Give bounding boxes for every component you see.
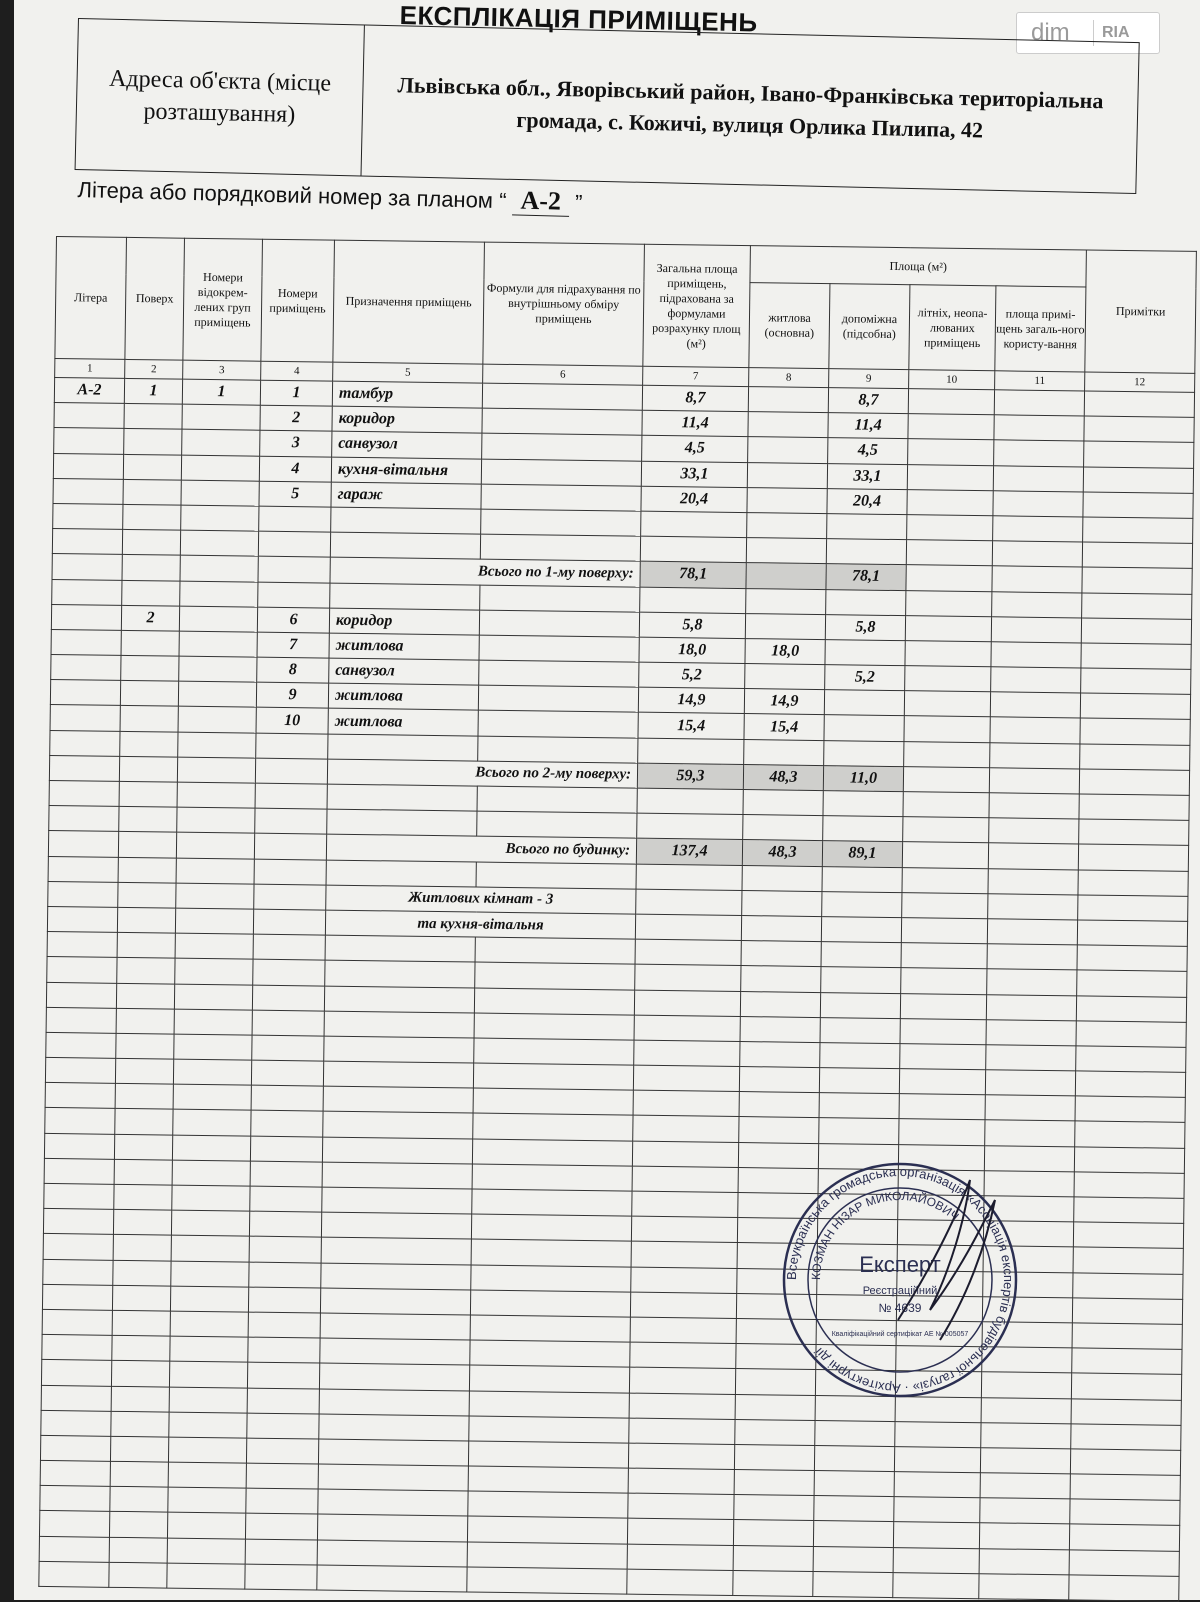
col-number: 6: [483, 364, 643, 385]
cell-purpose: житлова: [328, 683, 478, 710]
floor-2-total-aux: 11,0: [823, 765, 903, 791]
col-header-floor: Поверх: [125, 237, 185, 360]
cell-total: 11,4: [642, 410, 748, 437]
col-number: 12: [1085, 372, 1195, 392]
cell-room: 7: [257, 632, 329, 658]
expert-stamp: [780, 1160, 1020, 1400]
watermark-ria-logo: RIA: [1102, 24, 1130, 41]
cell-aux: 33,1: [827, 463, 907, 489]
floor-2-total-label: Всього по 2-му поверху:: [327, 759, 637, 788]
col-header-litera: Літера: [55, 237, 127, 360]
cell-aux: [824, 715, 904, 741]
explication-table: [38, 236, 1197, 1602]
floor-1-total-area: 78,1: [640, 561, 746, 588]
cell-total: 15,4: [638, 713, 744, 740]
col-number: 10: [909, 370, 995, 390]
cell-living: [748, 437, 828, 463]
col-number: 9: [829, 369, 909, 389]
cell-room: 10: [256, 708, 328, 734]
explication-table-wrapper: [38, 236, 1196, 1602]
cell-living: [748, 387, 828, 413]
address-label: Адреса об'єкта (місце розташування): [76, 19, 365, 175]
col-header-auxiliary: допоміжна (підсобна): [829, 284, 910, 370]
building-total-living: 48,3: [742, 840, 822, 866]
col-header-purpose: Призначення приміщень: [333, 240, 485, 364]
col-header-common: площа примі-щень загаль-ного користу-вання: [995, 286, 1086, 372]
floor-2-total-area: 59,3: [637, 763, 743, 790]
stamp-certificate: Кваліфікаційний сертифікат АЕ № 005057: [831, 1331, 969, 1338]
cell-purpose: санвузол: [329, 658, 479, 685]
col-header-groups: Номери відокрем-лених груп приміщень: [183, 238, 263, 361]
col-header-area-group: Площа (м²): [750, 246, 1086, 287]
col-header-summer: літніх, неопа-люваних приміщень: [909, 285, 996, 371]
cell-room: 2: [260, 405, 332, 431]
cell-room: 4: [259, 456, 331, 482]
building-total-area: 137,4: [636, 839, 742, 866]
cell-purpose: тамбур: [332, 381, 482, 408]
cell-group: 1: [182, 379, 260, 405]
cell-aux: [824, 690, 904, 716]
stamp-outer-text: Всеукраїнська громадська організація «Асоціація експертів будівельної галузі» · Архітектурні дії: [783, 1163, 1017, 1397]
building-total-aux: 89,1: [822, 841, 902, 867]
col-number: 3: [183, 360, 261, 380]
cell-total: 8,7: [642, 385, 748, 412]
stamp-center-word: Експерт: [859, 1252, 941, 1277]
floor-2-total-living: 48,3: [743, 764, 823, 790]
floor-1-total-living: [746, 563, 826, 589]
cell-aux: 5,8: [825, 614, 905, 640]
cell-room: 5: [259, 481, 331, 507]
cell-total: 18,0: [639, 637, 745, 664]
stamp-name-text: КОЗМАН НІЗАР МИКОЛАЙОВИЧ: [808, 1188, 962, 1281]
cell-living: 15,4: [744, 714, 824, 740]
cell-total: 5,2: [639, 662, 745, 689]
document-title: ЕКСПЛІКАЦІЯ ПРИМІЩЕНЬ: [399, 0, 758, 38]
cell-purpose: житлова: [328, 709, 478, 736]
floor-1-total-label: Всього по 1-му поверху:: [330, 557, 640, 586]
cell-total: 33,1: [641, 461, 747, 488]
cell-aux: [825, 639, 905, 665]
cell-living: 14,9: [744, 689, 824, 715]
cell-room: 6: [257, 607, 329, 633]
cell-total: 4,5: [642, 436, 748, 463]
col-header-rooms: Номери приміщень: [261, 239, 335, 362]
cell-litera: А-2: [54, 377, 124, 403]
cell-aux: 20,4: [827, 488, 907, 514]
cell-room: 1: [260, 380, 332, 406]
cell-living: [745, 664, 825, 690]
col-number: 5: [333, 362, 483, 383]
col-header-total-area: Загальна площа приміщень, підрахована за формулами розрахунку площ (м²): [643, 244, 751, 367]
stamp-registration: Реєстраційний: [862, 1285, 938, 1297]
plan-reference-close-quote: ”: [574, 190, 583, 216]
cell-aux: 8,7: [828, 388, 908, 414]
col-number: 8: [749, 368, 829, 388]
cell-purpose: коридор: [329, 608, 479, 635]
cell-living: [747, 487, 827, 513]
plan-reference-open-quote: “: [498, 188, 507, 214]
cell-floor: 1: [124, 378, 182, 404]
col-number: 4: [261, 361, 333, 381]
cell-room: 9: [256, 682, 328, 708]
cell-living: [748, 412, 828, 438]
col-header-living: житлова (основна): [749, 283, 830, 369]
summary-line-1: Житлових кімнат - 3: [326, 885, 636, 914]
cell-purpose: житлова: [329, 633, 479, 660]
cell-purpose: гараж: [331, 482, 481, 509]
plan-reference-value: А-2: [512, 185, 569, 216]
cell-total: 14,9: [638, 687, 744, 714]
cell-living: [745, 613, 825, 639]
address-box: [75, 18, 1140, 194]
cell-living: [747, 462, 827, 488]
cell-total: 20,4: [641, 486, 747, 513]
cell-purpose: санвузол: [332, 432, 482, 459]
cell-aux: 4,5: [828, 438, 908, 464]
col-number: 2: [125, 359, 183, 379]
cell-aux: 5,2: [825, 665, 905, 691]
col-number: 7: [643, 366, 749, 386]
plan-reference-label: Літера або порядковий номер за планом: [77, 176, 494, 213]
col-number: 1: [55, 358, 125, 378]
summary-line-2: та кухня-вітальня: [325, 910, 635, 939]
cell-floor: 2: [121, 605, 179, 631]
cell-room: 3: [260, 431, 332, 457]
cell-total: 5,8: [639, 612, 745, 639]
building-total-label: Всього по будинку:: [326, 834, 636, 863]
explication-body: [47, 377, 1194, 946]
cell-purpose: коридор: [332, 406, 482, 433]
stamp-number: № 4639: [878, 1301, 922, 1315]
cell-room: 8: [257, 657, 329, 683]
cell-aux: 11,4: [828, 413, 908, 439]
col-header-notes: Примітки: [1085, 250, 1197, 373]
col-number: 11: [995, 371, 1085, 391]
address-value: Львівська обл., Яворівський район, Івано-Франківська територіальна громада, с. Кожичі, вулиця Орлика Пилипа, 42: [397, 72, 1104, 143]
watermark-dim-logo: dim: [1031, 19, 1070, 46]
col-header-formulas: Формули для підрахування по внутрішньому обміру приміщень: [483, 242, 645, 366]
floor-1-total-aux: 78,1: [826, 564, 906, 590]
cell-purpose: кухня-вітальня: [331, 457, 481, 484]
cell-living: 18,0: [745, 638, 825, 664]
